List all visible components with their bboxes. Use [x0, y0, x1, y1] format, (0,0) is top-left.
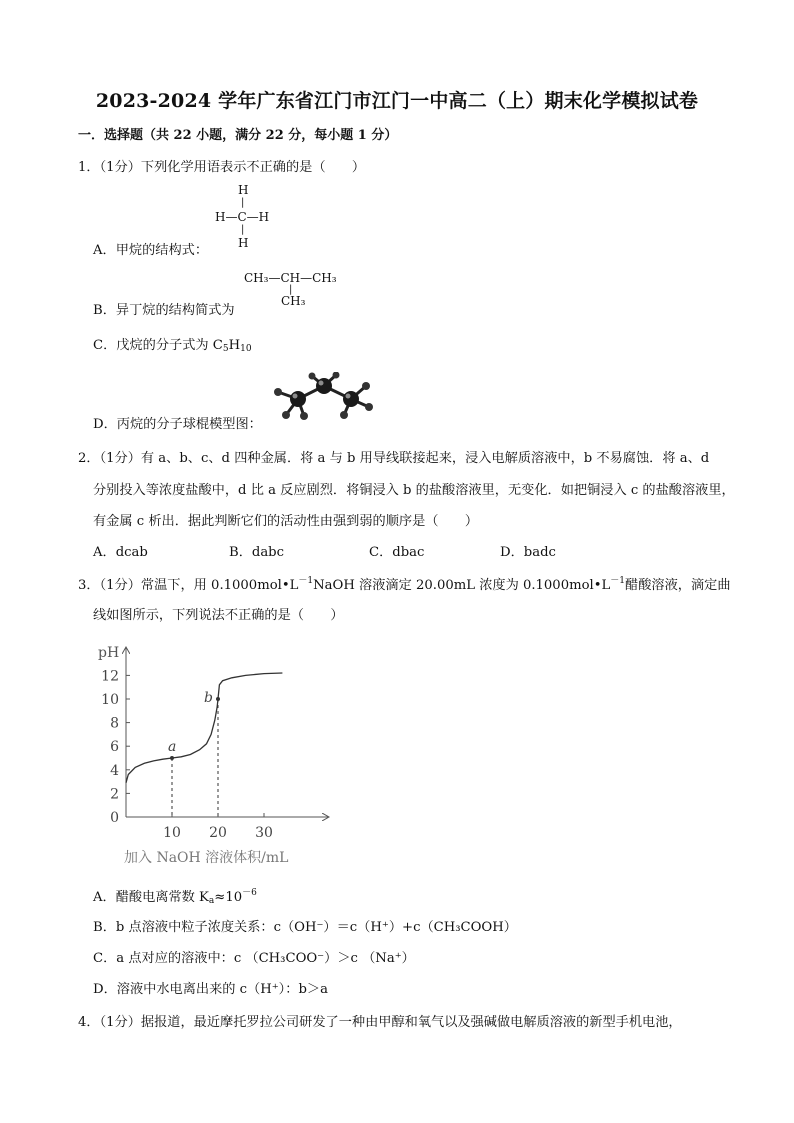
q3-option-a	[93, 885, 257, 906]
q2-line1: 2．（1分）有 a、b、c、d 四种金属．将 a 与 b 用导线联接起来，浸入电解质溶液中，b 不易腐蚀．将 a、d	[78, 451, 710, 466]
titration-chart	[92, 640, 342, 872]
q4-line1: 4．（1分）据报道，最近摩托罗拉公司研发了一种由甲醇和氧气以及强碱做电解质溶液的新型手机电池，	[78, 1015, 682, 1030]
q3-option-d: D．溶液中水电离出来的 c（H⁺）：b＞a	[93, 982, 328, 997]
q3-line1-b: NaOH 溶液滴定 20.00mL 浓度为 0.1000mol•L	[313, 578, 611, 593]
q3-a-sup: －6	[242, 888, 257, 898]
y-tick-label: 10	[101, 692, 119, 708]
point-b-label: b	[204, 690, 213, 706]
q2-option-d: D．badc	[500, 545, 556, 560]
propane-ball-stick-model	[266, 372, 376, 420]
isobutane-branch: CH₃	[281, 294, 306, 308]
q3-line1-sup2: －1	[610, 576, 626, 586]
x-tick-label: 10	[163, 825, 181, 841]
y-tick-label: 2	[110, 786, 119, 803]
isobutane-structure	[244, 271, 354, 311]
q1-c-mid: H	[228, 338, 241, 353]
methane-bond-bottom: |	[241, 224, 245, 235]
point-b	[216, 697, 220, 701]
q2-option-b: B．dabc	[229, 545, 285, 560]
q1-c-sub2: 10	[240, 344, 252, 354]
q1-c-sub1: 5	[222, 344, 229, 354]
q3-option-c: C．a 点对应的溶液中：c （CH₃COO⁻）＞c （Na⁺）	[93, 951, 415, 966]
methane-structure	[212, 183, 282, 253]
section-heading: 一．选择题（共 22 小题，满分 22 分，每小题 1 分）	[78, 128, 398, 143]
isobutane-branch-bond: |	[289, 284, 293, 295]
q1-option-c	[93, 334, 252, 354]
q3-line1	[78, 573, 731, 593]
point-a	[170, 756, 174, 760]
q3-line1-sup1: －1	[298, 576, 314, 586]
x-axis-label: 加入 NaOH 溶液体积/mL	[124, 850, 289, 866]
y-tick-label: 4	[110, 762, 119, 779]
methane-bond-top: |	[241, 197, 245, 208]
q2-line2: 分别投入等浓度盐酸中，d 比 a 反应剧烈．将铜浸入 b 的盐酸溶液里，无变化．如把铜浸入 c 的盐酸溶液里，	[93, 483, 735, 498]
q3-option-b: B．b 点溶液中粒子浓度关系：c（OH⁻）＝c（H⁺）+c（CH₃COOH）	[93, 920, 517, 935]
q3-a-text: A．醋酸电离常数 K	[93, 890, 209, 905]
q2-option-a: A．dcab	[93, 545, 148, 560]
q3-line2: 线如图所示，下列说法不正确的是（ ）	[93, 608, 344, 623]
q3-a-sub: a	[208, 896, 215, 906]
y-tick-label: 12	[101, 668, 119, 685]
methane-middle: H—C—H	[215, 210, 270, 224]
y-tick-label: 0	[110, 810, 119, 826]
methane-h-top: H	[238, 183, 249, 197]
isobutane-main: CH₃—CH—CH₃	[244, 271, 337, 285]
y-axis-label: pH	[98, 645, 120, 661]
q3-line1-c: 醋酸溶液，滴定曲	[625, 578, 731, 593]
y-tick-label: 6	[110, 739, 119, 756]
q3-line1-a: 3．（1分）常温下，用 0.1000mol•L	[78, 578, 299, 593]
q1-stem: 1．（1分）下列化学用语表示不正确的是（ ）	[78, 160, 366, 175]
q3-a-tail: ≈10	[214, 890, 243, 905]
page-title: 2023-2024 学年广东省江门市江门一中高二（上）期末化学模拟试卷	[95, 90, 699, 112]
point-a-label: a	[168, 739, 177, 755]
q1-option-a: A．甲烷的结构式：	[93, 243, 209, 258]
methane-h-bottom: H	[238, 236, 249, 250]
q2-option-c: C．dbac	[369, 545, 425, 560]
q2-line3: 有金属 c 析出．据此判断它们的活动性由强到弱的顺序是（ ）	[93, 514, 479, 529]
q1-option-d: D．丙烷的分子球棍模型图：	[93, 417, 262, 432]
q1-option-b: B．异丁烷的结构简式为	[93, 303, 235, 318]
x-tick-label: 20	[209, 825, 227, 841]
y-tick-label: 8	[110, 715, 119, 732]
x-tick-label: 30	[255, 825, 273, 841]
q1-c-prefix: C．戊烷的分子式为 C	[93, 338, 223, 353]
